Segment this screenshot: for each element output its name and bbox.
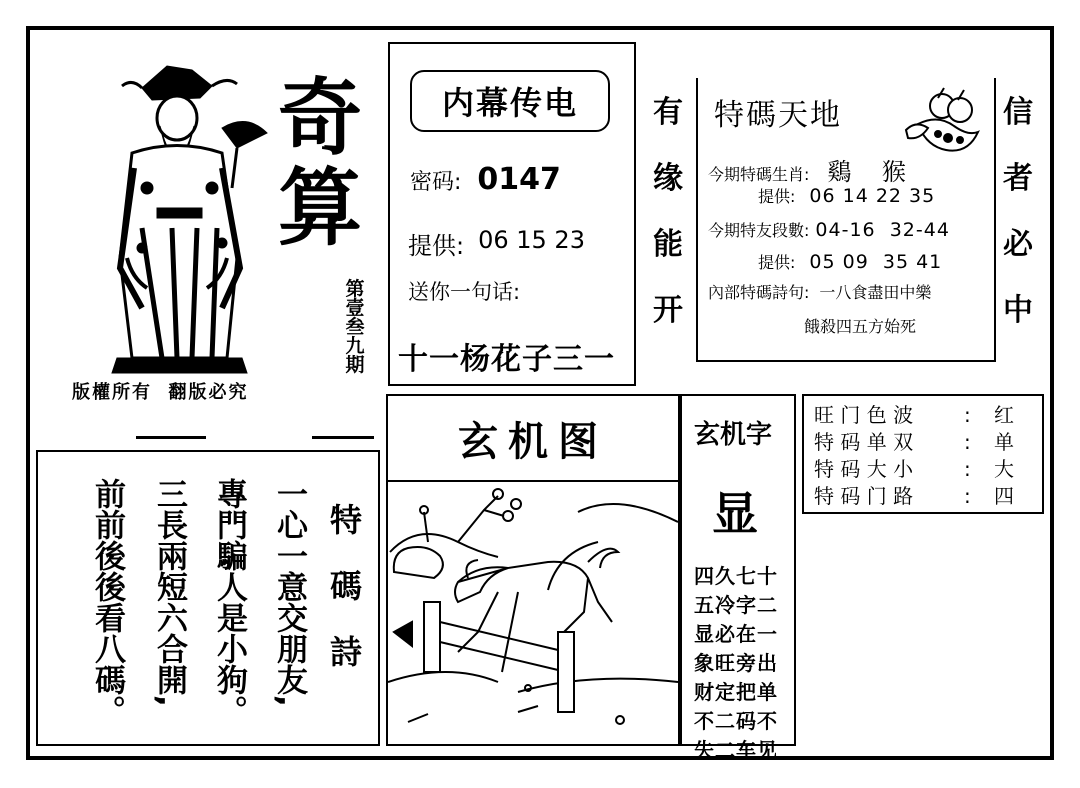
left-top-panel [36,40,376,440]
poem-line: 四久七十 [694,564,778,588]
attribute-label: 特 码 单 双 [814,430,914,454]
poem-line: 五冷字二 [694,593,778,617]
attribute-label: 特 码 大 小 [814,457,914,481]
poem-line: 失二车见 [694,738,778,762]
password-value: 0147 [477,162,561,197]
password-label: 密码: [410,170,462,195]
issue-char: 叁 [345,316,365,338]
side-char: 者 [1003,161,1033,196]
provide-value: 06 15 23 [478,226,585,254]
attribute-sep: : [964,484,971,508]
attribute-label: 特 码 门 路 [814,484,914,508]
divider-line [136,436,206,439]
xuanji-zi-box [680,394,796,762]
copyright-notice: 版權所有 翻版必究 [72,382,249,403]
xuanji-tu-heading: 玄机图 [458,418,608,465]
title-vertical [272,68,368,257]
issue-char: 九 [345,335,365,357]
poem-line: 象旺旁出 [694,651,778,675]
poem-line: 财定把单 [694,680,778,704]
row-label: 今期特友段數: [708,221,810,240]
row-value: 鷄 猴 [827,158,906,186]
title-char: 算 [277,158,362,257]
xuanji-tu-title-box [386,394,680,482]
row-value: 05 09 35 41 [809,251,943,273]
poem-title [326,501,366,671]
password-line [410,162,561,197]
attribute-row [814,402,1032,429]
side-char: 能 [653,227,683,262]
poem-column: 專門騙人是小狗。 [211,478,247,726]
side-char: 信 [1003,95,1033,130]
attribute-sep: : [964,403,971,427]
attribute-row [814,429,1032,456]
provide-label: 提供: [408,232,465,260]
attribute-value: 红 [994,403,1014,427]
row-label: 提供: [758,253,796,272]
xuanji-zi-poem [694,562,778,765]
side-char: 必 [1003,227,1033,262]
special-row [708,218,950,241]
title-char: 奇 [277,68,362,167]
special-row [804,314,916,337]
attributes-box [802,394,1044,514]
poem-column: 三長兩短六合開, [151,478,187,707]
row-label: 提供: [758,187,796,206]
provide-line [408,226,585,261]
inner-news-heading-box [410,70,610,132]
poem-title-char: 詩 [329,633,362,671]
side-char: 开 [653,293,683,328]
special-row [708,280,931,303]
attribute-value: 四 [994,484,1014,508]
divider-line [312,436,374,439]
row-label: 今期特碼生肖: [708,165,810,184]
phrase-text: 十一杨花子三一 [398,342,615,377]
special-world-box [696,78,996,362]
issue-char: 壹 [345,297,365,319]
special-row [758,250,942,273]
poem-title-char: 碼 [329,567,362,605]
issue-char: 第 [345,278,365,300]
special-row [708,152,906,187]
poem-title-char: 特 [329,501,362,539]
issue-char: 期 [345,354,365,376]
poem-line: 显必在一 [694,622,778,646]
row-value: 餓殺四五方始死 [804,317,917,336]
poem-box [36,450,380,746]
xuanji-zi-heading: 玄机字 [694,420,773,450]
side-char: 缘 [653,161,683,196]
poem-line: 不二码不 [694,709,778,733]
attribute-value: 单 [994,430,1014,454]
side-vertical-left [648,95,688,328]
xuanji-zi-character: 显 [712,487,758,541]
attribute-row [814,456,1032,483]
horse-fence-illustration [388,482,678,744]
row-value: 一八食盡田中樂 [819,283,932,302]
row-label: 內部特碼詩句: [708,283,810,302]
poem-column: 前前後後看八碼。 [89,478,125,726]
row-value: 06 14 22 35 [809,185,936,207]
side-char: 有 [653,95,683,130]
poem-column: 一心一意交朋友, [271,478,307,707]
attribute-sep: : [964,457,971,481]
issue-number [340,280,370,375]
side-char: 中 [1003,293,1033,328]
attribute-sep: : [964,430,971,454]
special-row [758,184,935,207]
side-vertical-right [998,95,1038,328]
special-world-heading: 特碼天地 [714,98,842,133]
inner-news-box [388,42,636,386]
inner-news-heading: 内幕传电 [441,84,578,122]
fruit-leaf-illustration [898,84,990,160]
phrase-label: 送你一句话: [408,280,521,304]
row-value: 04-16 32-44 [815,219,950,241]
attribute-row [814,483,1032,510]
attribute-value: 大 [994,457,1014,481]
attribute-label: 旺 门 色 波 [814,403,914,427]
deity-figure-illustration [72,58,272,388]
xuanji-tu-picture-box [386,480,680,746]
